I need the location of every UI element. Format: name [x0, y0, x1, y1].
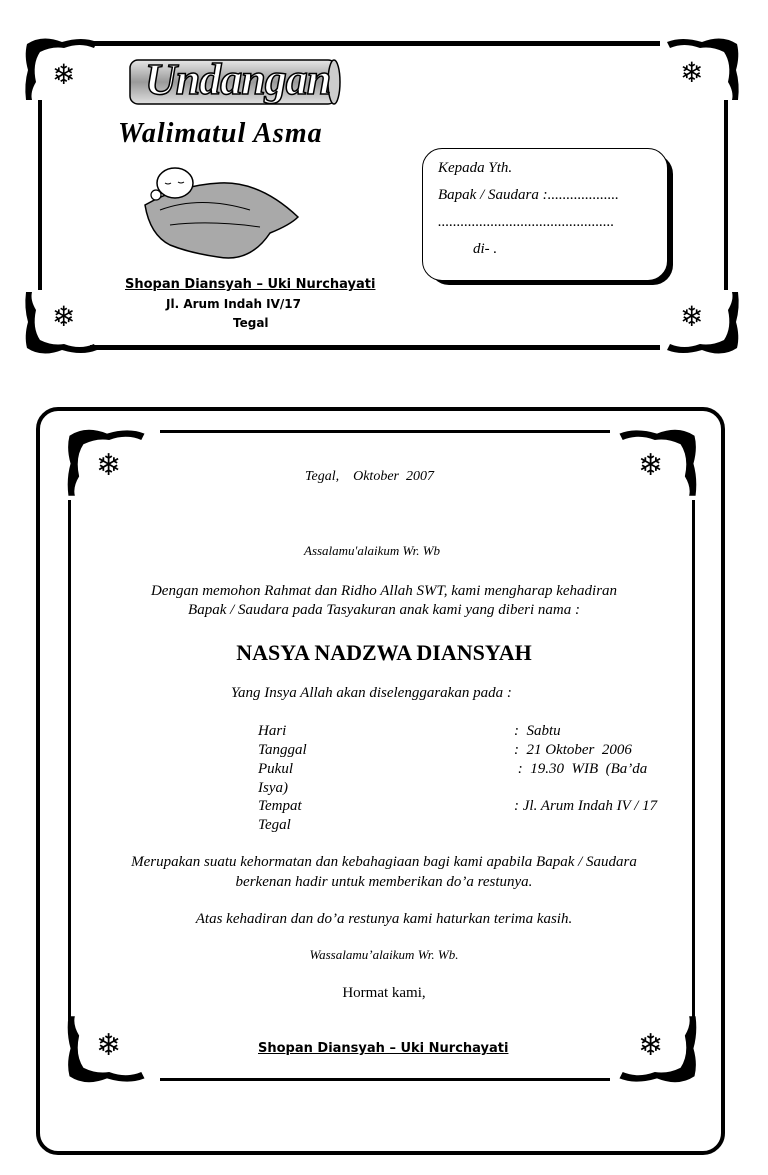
undangan-title: Undangan	[145, 55, 331, 104]
closing-line1: Merupakan suatu kehormatan dan kebahagiaan bagi kami apabila Bapak / Saudara	[131, 854, 637, 870]
detail-value: : 21 Oktober 2006	[514, 742, 632, 758]
sleeping-baby-illustration	[140, 165, 305, 270]
cover-address-line1: Jl. Arum Indah IV/17	[166, 297, 301, 311]
cover-bottom-border	[90, 345, 660, 350]
place-date: Tegal, Oktober 2007	[305, 469, 434, 484]
detail-value: : Sabtu	[514, 723, 561, 739]
detail-label: Pukul	[258, 761, 293, 777]
detail-label: Isya)	[258, 780, 288, 796]
signature: Shopan Diansyah – Uki Nurchayati	[258, 1041, 509, 1056]
recipient-line1: Kepada Yth.	[438, 160, 513, 176]
recipient-line2: Bapak / Saudara :...................	[438, 187, 619, 203]
greeting: Assalamu'alaikum Wr. Wb	[304, 543, 441, 558]
cover-right-border	[724, 100, 728, 290]
recipient-line3: ...............................................	[438, 214, 615, 230]
detail-value: : Jl. Arum Indah IV / 17	[514, 798, 658, 814]
event-intro: Yang Insya Allah akan diselenggarakan pada :	[231, 685, 512, 701]
letter-inner-bottom	[160, 1078, 610, 1081]
detail-label: Tegal	[258, 817, 291, 833]
closing-line2: berkenan hadir untuk memberikan do’a restunya.	[235, 874, 533, 890]
snowflake-icon: ❄	[52, 58, 76, 91]
recipient-line4: di- .	[473, 241, 498, 257]
snowflake-icon: ❄	[96, 1028, 122, 1063]
intro-line2: Bapak / Saudara pada Tasyakuran anak kami yang diberi nama :	[188, 602, 580, 618]
detail-label: Tanggal	[258, 742, 307, 758]
intro-line1: Dengan memohon Rahmat dan Ridho Allah SWT, kami mengharap kehadiran	[150, 583, 618, 599]
cover-host-names: Shopan Diansyah – Uki Nurchayati	[125, 277, 376, 292]
detail-value: : 19.30 WIB (Ba’da	[514, 761, 648, 777]
snowflake-icon: ❄	[638, 448, 664, 483]
cover-left-border	[38, 100, 42, 290]
letter-inner-top	[160, 430, 610, 433]
snowflake-icon: ❄	[638, 1028, 664, 1063]
farewell: Wassalamu’alaikum Wr. Wb.	[309, 947, 459, 962]
detail-label: Tempat	[258, 798, 302, 814]
detail-label: Hari	[258, 723, 287, 739]
child-name: NASYA NADZWA DIANSYAH	[236, 640, 532, 665]
snowflake-icon: ❄	[52, 300, 76, 333]
letter-inner-right	[692, 500, 695, 1020]
letter-inner-left	[68, 500, 71, 1020]
cover-address-line2: Tegal	[233, 316, 269, 330]
snowflake-icon: ❄	[680, 56, 704, 89]
cover-title: Walimatul Asma	[118, 118, 323, 149]
snowflake-icon: ❄	[96, 448, 122, 483]
cover-top-border	[90, 41, 660, 46]
regards: Hormat kami,	[342, 985, 426, 1001]
thanks-line: Atas kehadiran dan do’a restunya kami haturkan terima kasih.	[195, 911, 573, 927]
snowflake-icon: ❄	[680, 300, 704, 333]
